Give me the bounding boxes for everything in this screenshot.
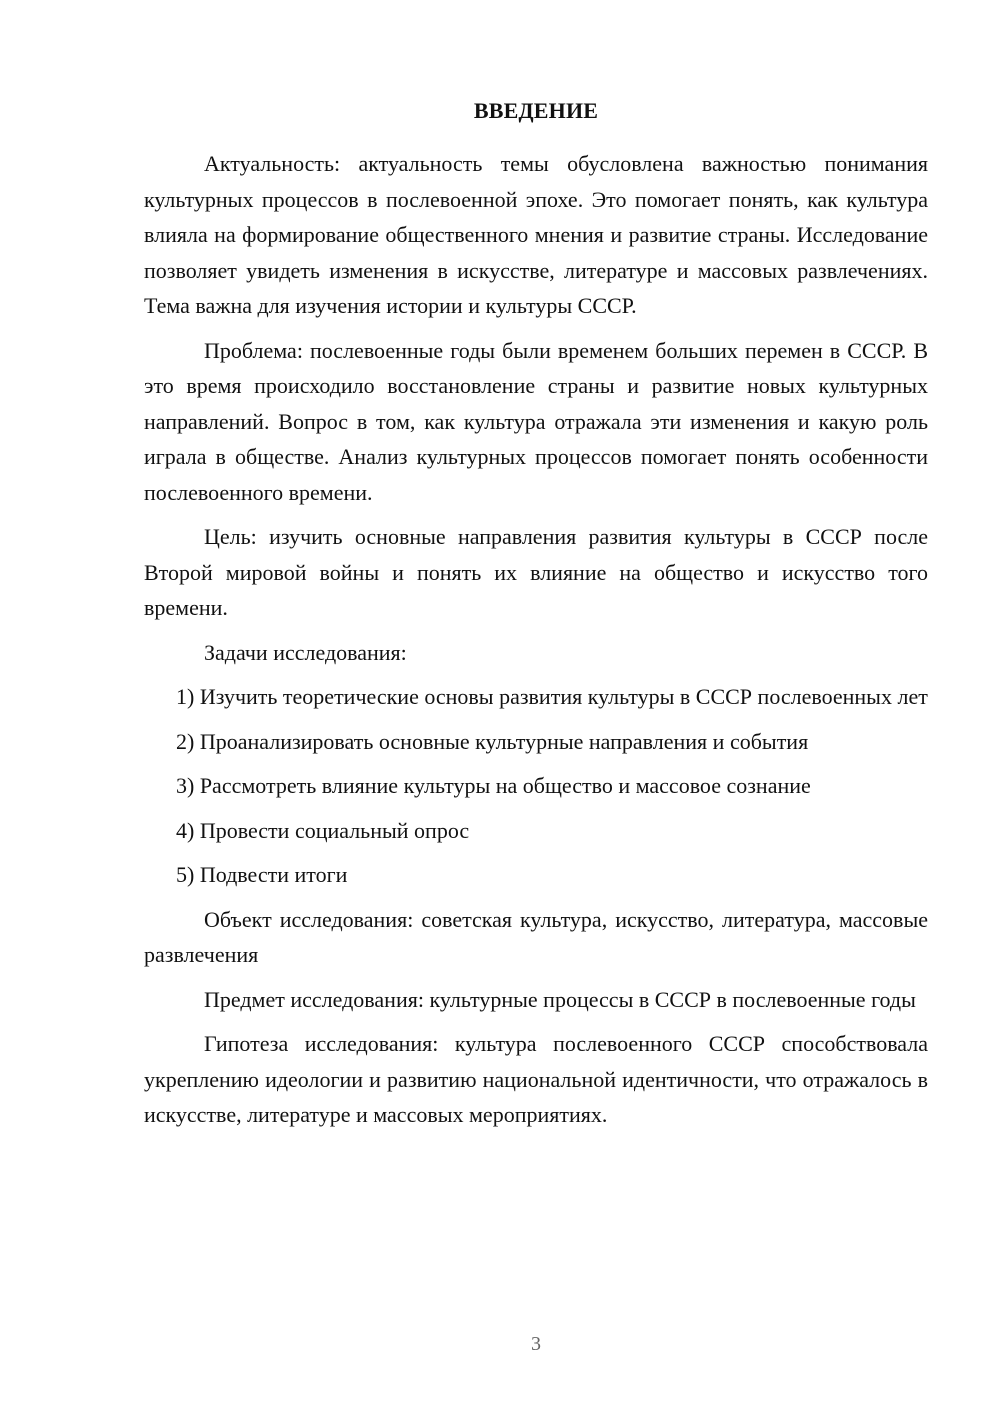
paragraph-subject: Предмет исследования: культурные процессы в СССР в послевоенные годы bbox=[204, 986, 916, 1012]
paragraph-object: Объект исследования: советская культура, искусство, литература, массовые развлечения bbox=[144, 906, 928, 967]
paragraph-relevance: Актуальность: актуальность темы обусловлена важностью понимания культурных процессов в послевоенной эпохе. Это помогает понять, как культура влияла на формирование общественного мнения и развитие страны. Исследование позволяет увидеть изменения в искусстве, литературе и массовых развлечениях. Тема важна для изучения истории и культуры СССР. bbox=[144, 151, 928, 318]
page-title: ВВЕДЕНИЕ bbox=[473, 98, 599, 123]
tasks-list bbox=[144, 679, 928, 893]
paragraph-goal: Цель: изучить основные направления развития культуры в СССР после Второй мировой войны и понять их влияние на общество и искусство того времени. bbox=[144, 524, 928, 620]
tasks-heading: Задачи исследования: bbox=[204, 639, 407, 665]
task-item: 4) Провести социальный опрос bbox=[176, 817, 470, 843]
task-item: 2) Проанализировать основные культурные направления и события bbox=[176, 728, 809, 754]
task-item: 5) Подвести итоги bbox=[176, 862, 348, 887]
page-number: 3 bbox=[531, 1333, 541, 1355]
document-page bbox=[144, 96, 928, 1142]
task-item: 1) Изучить теоретические основы развития культуры в СССР послевоенных лет bbox=[176, 684, 928, 709]
task-item: 3) Рассмотреть влияние культуры на общество и массовое сознание bbox=[176, 773, 811, 798]
paragraph-hypothesis: Гипотеза исследования: культура послевоенного СССР способствовала укреплению идеологии и развитию национальной идентичности, что отражалось в искусстве, литературе и массовых мероприятиях. bbox=[144, 1031, 928, 1127]
paragraph-problem: Проблема: послевоенные годы были временем больших перемен в СССР. В это время происходило восстановление страны и развитие новых культурных направлений. Вопрос в том, как культура отражала эти изменения и какую роль играла в обществе. Анализ культурных процессов помогает понять особенности послевоенного времени. bbox=[144, 337, 928, 505]
